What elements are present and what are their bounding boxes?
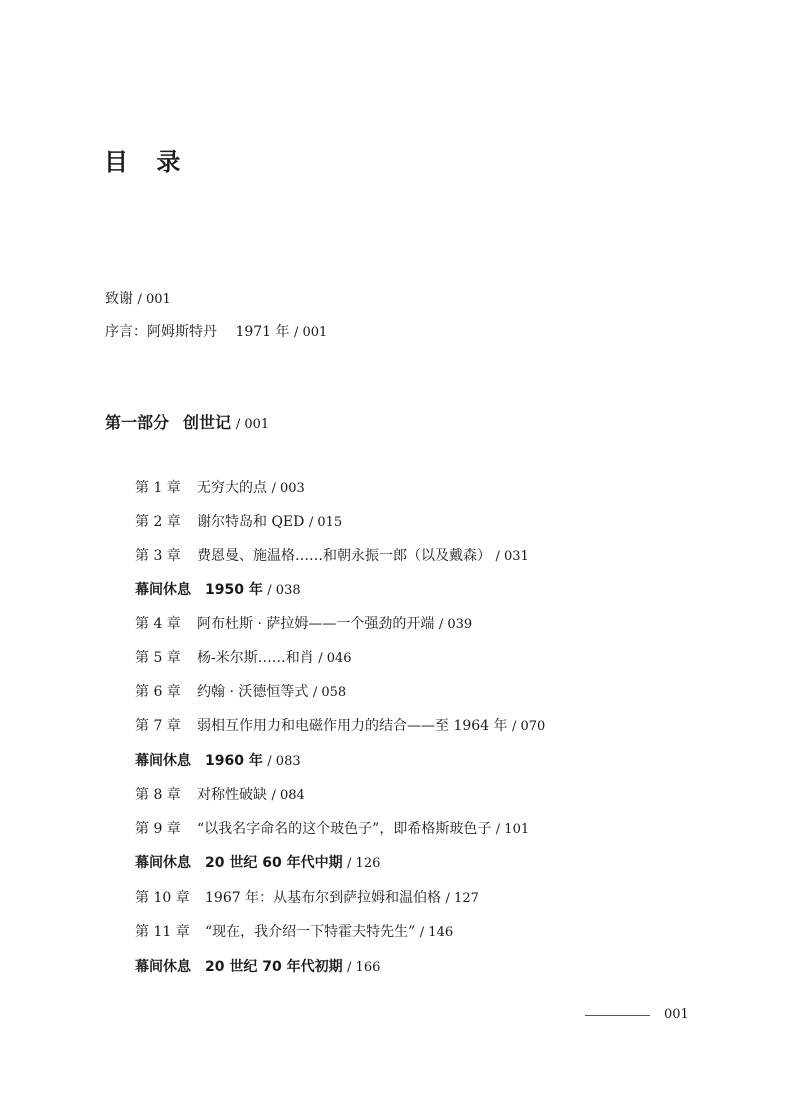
- toc-entry-chapter-3: [135, 546, 529, 567]
- toc-entry-chapter-11: [135, 922, 453, 943]
- chapter-number: 第 9 章: [135, 821, 181, 837]
- chapter-number: 第 11 章: [135, 924, 190, 940]
- entry-title: 序言：阿姆斯特丹: [105, 324, 217, 340]
- entry-page: / 070: [511, 719, 546, 734]
- part-label: 第一部分: [105, 413, 170, 432]
- toc-entry-chapter-2: [135, 512, 342, 533]
- entry-page: / 058: [312, 685, 347, 700]
- interlude-label: 幕间休息: [135, 855, 191, 871]
- footer-page-number: 001: [664, 1007, 689, 1022]
- entry-title: 致谢: [105, 291, 133, 307]
- interlude-label: 幕间休息: [135, 753, 191, 769]
- toc-entry-chapter-6: [135, 682, 346, 703]
- toc-entry-chapter-1: [135, 478, 305, 499]
- toc-entry-interlude-early-1970s: [135, 957, 380, 978]
- chapter-number: 第 6 章: [135, 684, 181, 700]
- entry-page: / 038: [267, 583, 301, 598]
- entry-page: / 083: [267, 754, 301, 769]
- entry-title: 1967 年：从基布尔到萨拉姆和温伯格: [205, 890, 442, 906]
- entry-title: 约翰 · 沃德恒等式: [197, 684, 309, 700]
- entry-title: “现在，我介绍一下特霍夫特先生”: [205, 924, 416, 940]
- entry-title: 无穷大的点: [197, 480, 267, 496]
- interlude-label: 幕间休息: [135, 959, 191, 975]
- interlude-label: 幕间休息: [135, 582, 191, 598]
- chapter-number: 第 10 章: [135, 890, 190, 906]
- entry-page: / 084: [271, 788, 305, 803]
- entry-title: 1950 年: [205, 582, 263, 598]
- toc-entry-acknowledgements: [105, 289, 171, 310]
- entry-title: 1960 年: [205, 753, 263, 769]
- entry-title: 谢尔特岛和 QED: [197, 514, 305, 530]
- entry-page: / 015: [308, 515, 343, 530]
- entry-page: / 127: [445, 891, 479, 906]
- entry-title: 20 世纪 70 年代初期: [205, 959, 343, 975]
- entry-title: 20 世纪 60 年代中期: [205, 855, 343, 871]
- entry-page: / 039: [438, 617, 473, 632]
- chapter-number: 第 1 章: [135, 480, 181, 496]
- toc-entry-chapter-7: [135, 716, 545, 737]
- toc-entry-chapter-5: [135, 648, 352, 669]
- entry-extra: 1971 年: [235, 324, 290, 340]
- part-heading: [105, 412, 269, 436]
- chapter-number: 第 8 章: [135, 787, 181, 803]
- entry-title: 弱相互作用力和电磁作用力的结合——至 1964 年: [197, 718, 508, 734]
- toc-entry-chapter-4: [135, 614, 472, 635]
- entry-page: / 001: [294, 325, 328, 340]
- toc-entry-interlude-1960: [135, 751, 301, 772]
- entry-page: / 001: [137, 292, 171, 307]
- part-name: 创世记: [183, 413, 232, 432]
- entry-page: / 166: [347, 960, 381, 975]
- chapter-number: 第 2 章: [135, 514, 181, 530]
- toc-entry-interlude-1950: [135, 580, 301, 601]
- entry-title: 阿布杜斯 · 萨拉姆——一个强劲的开端: [197, 616, 435, 632]
- entry-page: / 126: [347, 856, 381, 871]
- toc-entry-interlude-mid-1960s: [135, 853, 380, 874]
- entry-title: 杨-米尔斯……和肖: [197, 650, 314, 666]
- toc-entry-chapter-8: [135, 785, 305, 806]
- entry-page: / 003: [271, 481, 305, 496]
- entry-title: 对称性破缺: [197, 787, 267, 803]
- footer-rule: [585, 1015, 650, 1016]
- part-page: / 001: [235, 417, 270, 432]
- page-title: 目 录: [104, 148, 191, 176]
- chapter-number: 第 3 章: [135, 548, 181, 564]
- toc-entry-chapter-9: [135, 819, 529, 840]
- toc-entry-chapter-10: [135, 888, 479, 909]
- chapter-number: 第 4 章: [135, 616, 181, 632]
- entry-page: / 046: [318, 651, 352, 666]
- entry-title: 费恩曼、施温格……和朝永振一郎（以及戴森）: [197, 548, 491, 564]
- chapter-number: 第 7 章: [135, 718, 181, 734]
- entry-page: / 146: [419, 925, 454, 940]
- entry-title: “以我名字命名的这个玻色子”，即希格斯玻色子: [197, 821, 492, 837]
- entry-page: / 031: [495, 549, 529, 564]
- entry-page: / 101: [495, 822, 530, 837]
- toc-entry-preface: [105, 322, 327, 343]
- chapter-number: 第 5 章: [135, 650, 181, 666]
